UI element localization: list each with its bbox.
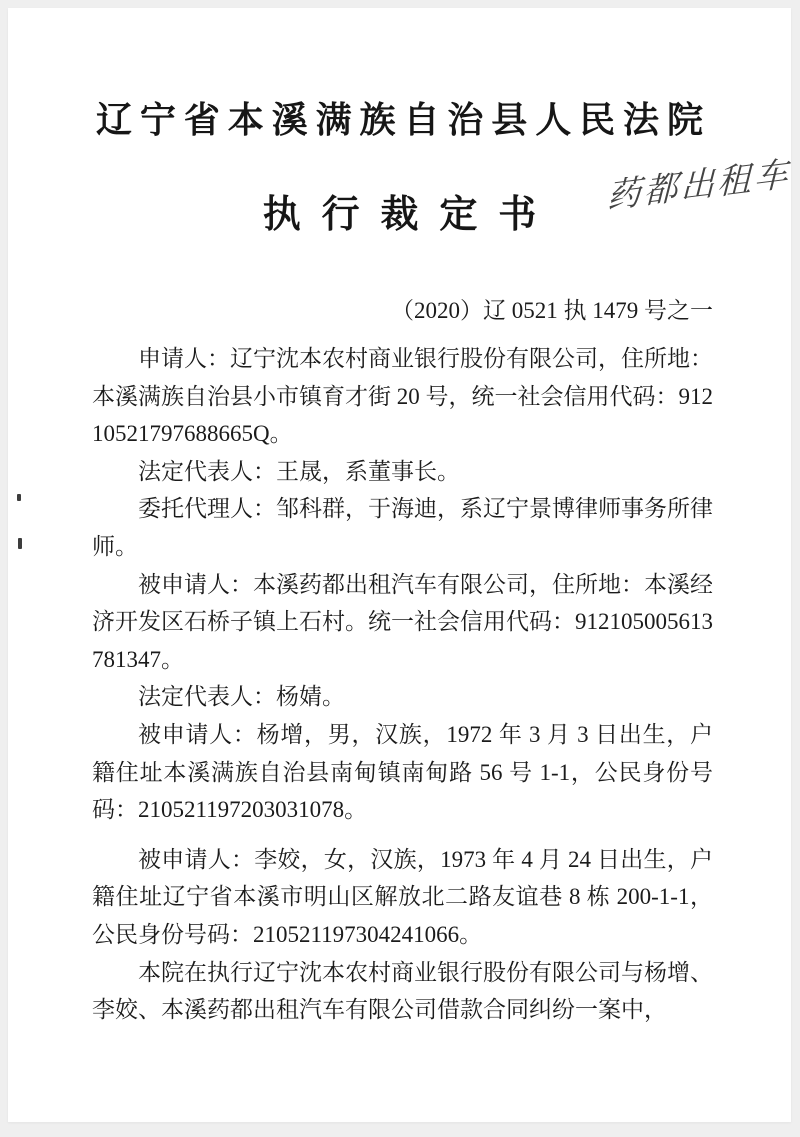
scan-artifact-speck (17, 494, 21, 501)
paragraph-attorneys: 委托代理人：邹科群，于海迪，系辽宁景博律师事务所律师。 (92, 496, 713, 559)
paragraph-respondent-company: 被申请人：本溪药都出租汽车有限公司，住所地：本溪经济开发区石桥子镇上石村。统一社会信用代码：912105005613781347。 (92, 571, 713, 672)
case-number: （2020）辽 0521 执 1479 号之一 (391, 298, 713, 323)
paragraph-respondent-yang-zeng: 被申请人：杨增，男，汉族，1972 年 3 月 3 日出生，户籍住址本溪满族自治县南甸镇南甸路 56 号 1-1，公民身份号码：210521197203031078。 (92, 721, 713, 823)
document-page (8, 8, 791, 1122)
document-body (92, 340, 713, 1029)
court-name-heading: 辽宁省本溪满族自治县人民法院 (96, 99, 711, 140)
paragraph-legal-representative-respondent: 法定代表人：杨婧。 (138, 684, 345, 710)
paragraph-case-summary: 本院在执行辽宁沈本农村商业银行股份有限公司与杨增、李姣、本溪药都出租汽车有限公司借款合同纠纷一案中， (92, 959, 713, 1023)
paragraph-respondent-li-jiao: 被申请人：李姣，女，汉族，1973 年 4 月 24 日出生，户籍住址辽宁省本溪市明山区解放北二路友谊巷 8 栋 200-1-1，公民身份号码：210521197304241066。 (92, 846, 713, 947)
paragraph-applicant: 申请人：辽宁沈本农村商业银行股份有限公司，住所地：本溪满族自治县小市镇育才街 20 号，统一社会信用代码：91210521797688665Q。 (92, 346, 713, 447)
document-title: 执行裁定书 (262, 194, 558, 236)
handwritten-annotation: 药都出租车 (606, 156, 791, 216)
scan-artifact-speck (18, 538, 22, 549)
paragraph-legal-representative-applicant: 法定代表人：王晟，系董事长。 (138, 458, 460, 484)
